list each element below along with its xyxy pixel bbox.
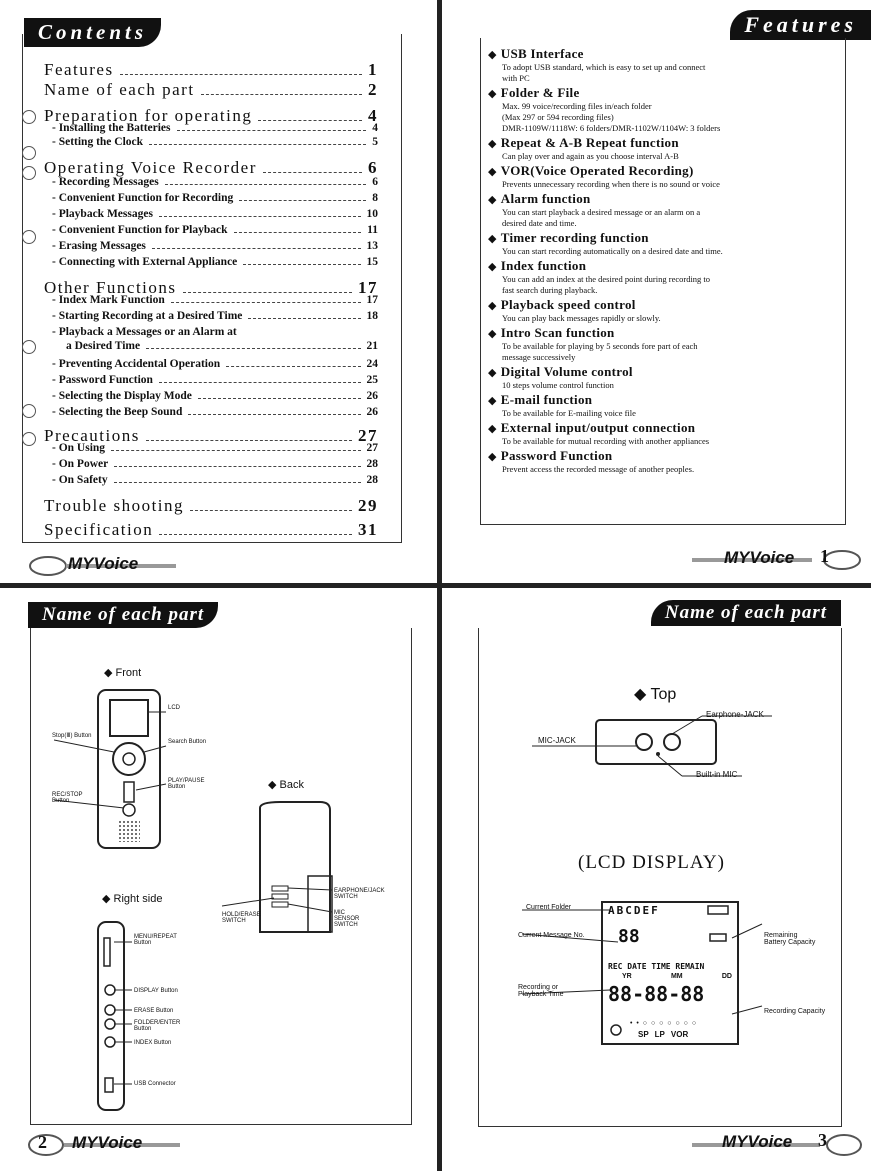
lcd-mode-lp: LP	[654, 1030, 665, 1039]
toc-entry	[44, 442, 378, 455]
toc-entry	[44, 208, 378, 221]
label-rec-time: Recording or Playback Time	[518, 984, 564, 998]
feature-title: ◆ Password Function	[488, 448, 838, 464]
feature-item	[488, 448, 838, 475]
toc-entry-label: - Password Function	[52, 374, 153, 386]
contents-title: Contents	[24, 18, 161, 47]
label-stop-button: Stop(Ⅲ) Button	[52, 733, 92, 739]
toc-entry-page: 15	[366, 256, 378, 268]
toc-leader	[248, 318, 360, 319]
brand-logo: MYVoice	[72, 1133, 143, 1152]
toc-leader	[183, 292, 352, 293]
toc-entry-page: 10	[366, 208, 378, 220]
feature-description: 10 steps volume control function	[502, 380, 614, 390]
feature-item	[488, 163, 838, 190]
feature-item	[488, 85, 838, 134]
toc-entry	[44, 224, 378, 237]
feature-description: Prevent access the recorded message of another peoples.	[502, 464, 695, 474]
features-list	[488, 46, 838, 516]
parts-left-title: Name of each part	[28, 602, 218, 628]
brand-logo: MYVoice	[722, 1132, 793, 1151]
toc-leader	[111, 450, 360, 451]
feature-title: ◆ Index function	[488, 258, 838, 274]
toc-entry	[44, 340, 378, 353]
parts-right-title: Name of each part	[651, 600, 841, 626]
feature-item	[488, 392, 838, 419]
parts-page-left	[0, 588, 437, 1171]
toc-entry-label: Preparation for operating	[44, 106, 253, 125]
binder-hole	[22, 404, 36, 418]
toc-entry-label: Precautions	[44, 426, 140, 445]
toc-entry-label: Trouble shooting	[44, 496, 185, 515]
toc-entry-label: - Selecting the Display Mode	[52, 390, 192, 402]
toc-entry-page: 4	[372, 122, 378, 134]
toc-entry-page: 28	[366, 474, 378, 486]
toc-entry-label: - Selecting the Beep Sound	[52, 406, 183, 418]
label-hold-switch: HOLD/ERASE SWITCH	[222, 912, 261, 924]
toc-entry-label: - Connecting with External Appliance	[52, 256, 238, 268]
toc-leader	[159, 216, 361, 217]
label-earphone-switch: EARPHONE/JACK SWITCH	[334, 888, 385, 900]
feature-item	[488, 135, 838, 162]
toc-entry	[44, 60, 378, 80]
toc-entry-label: - On Safety	[52, 474, 108, 486]
toc-list	[44, 60, 378, 540]
toc-entry-page: 25	[366, 374, 378, 386]
label-current-folder: Current Folder	[526, 904, 572, 911]
feature-title: ◆ Repeat & A-B Repeat function	[488, 135, 838, 151]
page-number: 2	[38, 1132, 47, 1152]
feature-title: ◆ E-mail function	[488, 392, 838, 408]
page-divider-horizontal	[0, 583, 871, 588]
binder-hole	[22, 166, 36, 180]
feature-description: To adopt USB standard, which is easy to set up and connect	[502, 62, 706, 72]
toc-leader	[243, 264, 360, 265]
toc-entry	[44, 294, 378, 307]
front-heading: ◆ Front	[104, 667, 142, 679]
feature-title: ◆ Digital Volume control	[488, 364, 838, 380]
toc-entry-page: 18	[366, 310, 378, 322]
toc-leader	[263, 172, 362, 173]
brand-logo: MYVoice	[68, 554, 139, 573]
toc-entry-label: Operating Voice Recorder	[44, 158, 257, 177]
toc-leader	[258, 120, 362, 121]
binder-hole	[22, 110, 36, 124]
feature-item	[488, 258, 838, 296]
toc-entry-page: 26	[366, 406, 378, 418]
toc-entry-page: 24	[366, 358, 378, 370]
lcd-mm: MM	[670, 973, 683, 980]
feature-description: DMR-1109W/1118W: 6 folders/DMR-1102W/1104W: 3 folders	[502, 123, 721, 133]
toc-entry-label: a Desired Time	[66, 340, 141, 352]
toc-leader	[198, 398, 361, 399]
toc-entry-label: - Recording Messages	[52, 176, 159, 188]
toc-entry	[44, 256, 378, 269]
toc-leader	[188, 414, 360, 415]
toc-entry	[44, 458, 378, 471]
toc-entry-label: - Playback Messages	[52, 208, 153, 220]
toc-entry-page: 17	[366, 294, 378, 306]
feature-item	[488, 420, 838, 447]
toc-entry-page: 17	[358, 278, 378, 297]
contents-page	[0, 0, 437, 583]
toc-entry-label: Features	[44, 60, 114, 79]
label-lcd: LCD	[168, 705, 181, 711]
feature-description: You can start recording automatically on a desired date and time.	[502, 246, 723, 256]
toc-entry-label: Name of each part	[44, 80, 195, 99]
feature-title: ◆ Folder & File	[488, 85, 838, 101]
toc-entry-page: 29	[358, 496, 378, 515]
toc-entry-label: - Convenient Function for Playback	[52, 224, 228, 236]
toc-entry-page: 5	[372, 136, 378, 148]
lcd-mode-vor: VOR	[670, 1030, 689, 1039]
label-display-button: DISPLAY Button	[134, 988, 178, 994]
toc-entry	[44, 496, 378, 516]
lcd-message-digits: 88	[618, 926, 640, 947]
parts-page-right	[442, 588, 871, 1171]
toc-entry-page: 2	[368, 80, 378, 99]
feature-description: with PC	[502, 73, 530, 83]
toc-entry-label: Other Functions	[44, 278, 177, 297]
toc-entry	[44, 80, 378, 100]
label-current-message: Current Message No.	[518, 932, 585, 939]
toc-entry	[44, 374, 378, 387]
feature-description: (Max 297 or 594 recording files)	[502, 112, 614, 122]
toc-entry	[44, 310, 378, 323]
label-search-button: Search Button	[168, 739, 207, 745]
right-side-heading: ◆ Right side	[102, 893, 163, 905]
lcd-dd: DD	[721, 973, 732, 980]
feature-description: message successively	[502, 352, 576, 362]
toc-entry	[44, 474, 378, 487]
toc-entry-page: 26	[366, 390, 378, 402]
toc-entry	[44, 158, 378, 178]
toc-entry	[44, 176, 378, 189]
toc-leader	[239, 200, 366, 201]
toc-entry-page: 27	[358, 426, 378, 445]
toc-entry-label: Specification	[44, 520, 154, 539]
toc-leader	[226, 366, 360, 367]
feature-description: You can add an index at the desired point during recording to	[502, 274, 711, 284]
binder-hole	[22, 230, 36, 244]
toc-entry-label: - Preventing Accidental Operation	[52, 358, 221, 370]
page-number: 3	[818, 1130, 827, 1150]
toc-entry-page: 28	[366, 458, 378, 470]
feature-description: Can play over and again as you choose interval A-B	[502, 151, 679, 161]
feature-description: To be available for playing by 5 seconds fore part of each	[502, 341, 698, 351]
label-earphone-jack: Earphone-JACK	[706, 710, 764, 719]
feature-title: ◆ Alarm function	[488, 191, 838, 207]
toc-entry-page: 4	[368, 106, 378, 125]
toc-entry	[44, 192, 378, 205]
toc-entry-label: - Installing the Batteries	[52, 122, 171, 134]
toc-leader	[159, 382, 361, 383]
binder-hole	[22, 146, 36, 160]
feature-item	[488, 230, 838, 257]
feature-description: desired date and time.	[502, 218, 577, 228]
feature-description: fast search during playback.	[502, 285, 598, 295]
toc-entry-page: 21	[366, 340, 378, 352]
feature-title: ◆ USB Interface	[488, 46, 838, 62]
toc-entry-page: 11	[367, 224, 378, 236]
toc-entry-label: - Starting Recording at a Desired Time	[52, 310, 243, 322]
feature-description: Max. 99 voice/recording files in/each folder	[502, 101, 652, 111]
page-number: 1	[820, 546, 829, 566]
toc-leader	[149, 144, 366, 145]
toc-entry	[44, 240, 378, 253]
toc-entry-page: 13	[366, 240, 378, 252]
brand-logo: MYVoice	[724, 548, 795, 567]
feature-title: ◆ Playback speed control	[488, 297, 838, 313]
toc-entry	[44, 122, 378, 135]
feature-item	[488, 297, 838, 324]
label-usb-connector: USB Connector	[134, 1081, 176, 1087]
toc-entry-page: 8	[372, 192, 378, 204]
toc-leader	[114, 482, 361, 483]
features-title: Features	[730, 10, 871, 40]
top-heading: ◆ Top	[634, 686, 677, 703]
toc-entry	[44, 406, 378, 419]
feature-item	[488, 364, 838, 391]
front-diagram	[54, 684, 214, 854]
feature-item	[488, 46, 838, 84]
toc-leader	[146, 440, 352, 441]
toc-entry-page: 27	[366, 442, 378, 454]
lcd-heading: (LCD DISPLAY)	[578, 852, 725, 873]
feature-item	[488, 191, 838, 229]
lcd-folders: ABCDEF	[608, 904, 660, 917]
lcd-capacity-dots: • • ○ ○ ○ ○ ○ ○ ○	[630, 1020, 698, 1027]
back-heading: ◆ Back	[268, 779, 304, 791]
toc-leader	[190, 510, 352, 511]
toc-entry	[44, 520, 378, 540]
lcd-status-row: REC DATE TIME REMAIN	[608, 962, 705, 971]
toc-leader	[159, 534, 352, 535]
toc-entry-label: - Erasing Messages	[52, 240, 146, 252]
toc-leader	[120, 74, 362, 75]
feature-description: You can play back messages rapidly or slowly.	[502, 313, 661, 323]
label-erase-button: ERASE Button	[134, 1008, 174, 1014]
feature-title: ◆ VOR(Voice Operated Recording)	[488, 163, 838, 179]
toc-leader	[165, 184, 367, 185]
toc-entry	[44, 358, 378, 371]
label-rec-capacity: Recording Capacity	[764, 1008, 826, 1015]
toc-entry	[44, 136, 378, 149]
lcd-yr: YR	[622, 973, 632, 980]
toc-entry-label: - On Power	[52, 458, 109, 470]
lcd-time-digits: 88-88-88	[608, 982, 705, 1006]
right-side-diagram	[92, 918, 132, 1114]
label-mic-jack: MIC-JACK	[538, 736, 576, 745]
toc-leader	[234, 232, 362, 233]
feature-title: ◆ Intro Scan function	[488, 325, 838, 341]
feature-description: Prevents unnecessary recording when there is no sound or voice	[502, 179, 720, 189]
toc-leader	[171, 302, 361, 303]
toc-entry	[44, 390, 378, 403]
binder-hole	[22, 432, 36, 446]
toc-entry-page: 6	[372, 176, 378, 188]
toc-entry-label: - Convenient Function for Recording	[52, 192, 234, 204]
toc-leader	[201, 94, 362, 95]
binder-hole	[22, 340, 36, 354]
toc-entry-page: 6	[368, 158, 378, 177]
toc-entry-page: 1	[368, 60, 378, 79]
lcd-mode-sp: SP	[638, 1030, 649, 1039]
feature-description: You can start playback a desired message or an alarm on a	[502, 207, 701, 217]
toc-entry-page: 31	[358, 520, 378, 539]
feature-description: To be available for mutual recording with another appliances	[502, 436, 710, 446]
toc-entry-label: - On Using	[52, 442, 106, 454]
lcd-ymd	[622, 973, 732, 980]
label-rec-stop: REC/STOP Button	[52, 792, 83, 804]
feature-item	[488, 325, 838, 363]
toc-entry	[44, 326, 378, 338]
toc-leader	[152, 248, 361, 249]
feature-title: ◆ Timer recording function	[488, 230, 838, 246]
toc-leader	[146, 348, 360, 349]
toc-entry-label: - Setting the Clock	[52, 136, 144, 148]
label-menu-repeat: MENU/REPEAT Button	[134, 934, 177, 946]
label-index-button: INDEX Button	[134, 1040, 172, 1046]
label-builtin-mic: Built-in MIC	[696, 770, 738, 779]
toc-leader	[177, 130, 367, 131]
toc-entry-label: - Playback a Messages or an Alarm at	[52, 326, 237, 338]
toc-leader	[114, 466, 360, 467]
feature-description: To be available for E-mailing voice file	[502, 408, 636, 418]
toc-entry-label: - Index Mark Function	[52, 294, 165, 306]
label-folder-enter: FOLDER/ENTER Button	[134, 1020, 181, 1032]
label-play-pause: PLAY/PAUSE Button	[168, 778, 205, 790]
label-mic-sensor: MIC SENSOR SWITCH	[334, 910, 360, 928]
label-battery: Remaining Battery Capacity	[764, 932, 816, 946]
feature-title: ◆ External input/output connection	[488, 420, 838, 436]
lcd-modes	[638, 1030, 688, 1039]
features-page	[442, 0, 871, 583]
